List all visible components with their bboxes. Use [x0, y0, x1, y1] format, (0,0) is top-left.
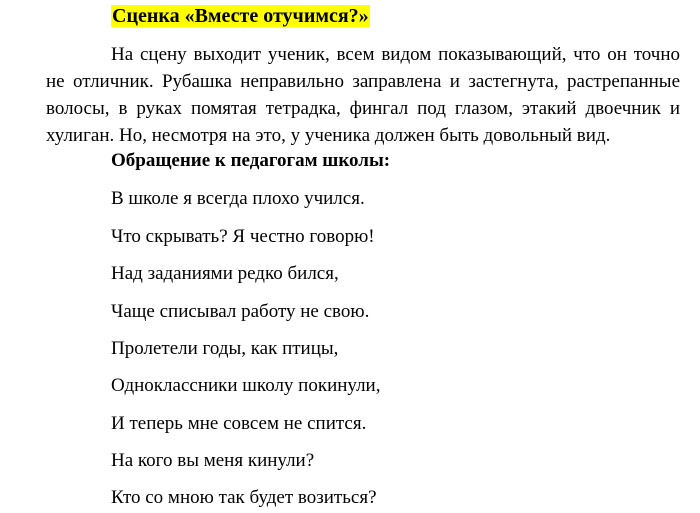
intro-paragraph: На сцену выходит ученик, всем видом показывающий, что он точно не отличник. Рубашка неправильно заправлена и застегнута, растрепанные волосы, в руках помятая тетрадка, фингал под глазом, этакий двоечник и хулиган. Но, несмотря на это, у ученика должен быть довольный вид. — [46, 44, 680, 146]
address-heading: Обращение к педагогам школы: — [111, 150, 391, 171]
poem-line: В школе я всегда плохо учился. — [111, 188, 365, 209]
title-highlight: Сценка «Вместе отучимся?» — [112, 5, 369, 27]
poem-line: Чаще списывал работу не свою. — [111, 301, 370, 322]
poem-line: На кого вы меня кинули? — [111, 450, 315, 471]
poem-line: Одноклассники школу покинули, — [111, 375, 381, 396]
poem-line: Что скрывать? Я честно говорю! — [111, 226, 375, 247]
poem-line: Пролетели годы, как птицы, — [111, 338, 339, 359]
poem-line: Над заданиями редко бился, — [111, 263, 339, 284]
scene-title — [111, 4, 370, 28]
poem-line: И теперь мне совсем не спится. — [111, 413, 367, 434]
poem-line: Кто со мною так будет возиться? — [111, 487, 377, 508]
